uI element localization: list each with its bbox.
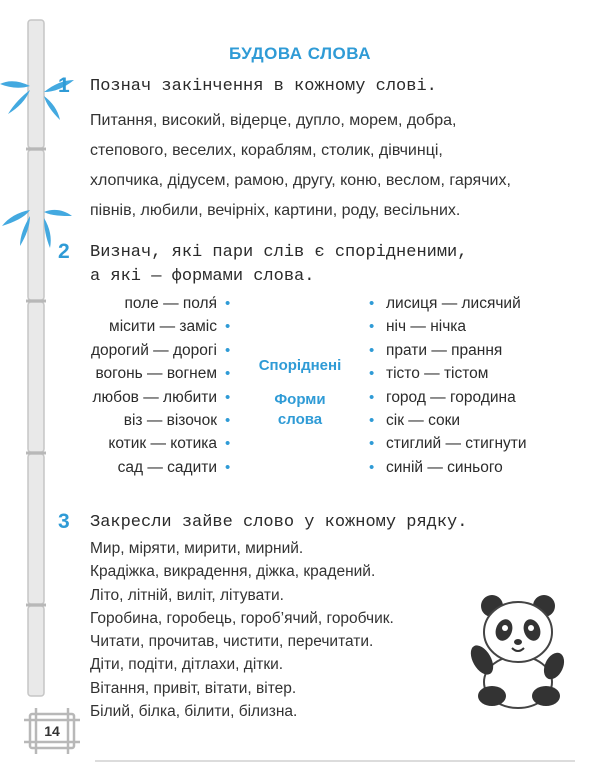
connector-dot[interactable]: • — [225, 458, 231, 476]
category-forms-line1: Форми — [274, 391, 326, 408]
connector-dot[interactable]: • — [369, 365, 375, 383]
word-row: Білий, білка, білити, білизна. — [90, 703, 298, 721]
word-row: Вітання, привіт, вітати, вітер. — [90, 679, 297, 697]
connector-dot[interactable]: • — [369, 435, 375, 453]
connector-dot[interactable]: • — [369, 341, 375, 359]
word-pair: тісто — тістом — [386, 365, 489, 383]
left-connector-dots — [225, 292, 230, 479]
word-row: Діти, подіти, дітлахи, дітки. — [90, 656, 284, 674]
connector-dot[interactable]: • — [369, 412, 375, 430]
word-pair: віз — візочок — [123, 412, 217, 430]
category-forms — [247, 390, 353, 430]
task2-instruction-line1: Визнач, які пари слів є спорідненими, — [90, 243, 468, 262]
page-number: 14 — [44, 723, 60, 739]
word-pair: дорогий — дорогі — [91, 341, 217, 359]
task2-right-column — [386, 292, 586, 479]
connector-dot[interactable]: • — [369, 388, 375, 406]
task1-line: степового, веселих, кораблям, столик, дівчинці, — [90, 142, 443, 159]
word-pair: сад — садити — [117, 458, 217, 476]
connector-dot[interactable]: • — [369, 318, 375, 336]
category-related: Споріднені — [258, 357, 342, 374]
task1-number: 1 — [58, 74, 70, 97]
task3-number: 3 — [58, 510, 70, 533]
task3-rows — [90, 537, 394, 723]
connector-dot[interactable]: • — [225, 412, 231, 430]
word-pair: стиглий — стигнути — [386, 435, 527, 453]
connector-dot[interactable]: • — [225, 318, 231, 336]
word-pair: місити — заміс — [109, 318, 217, 336]
word-pair: прати — прання — [386, 341, 503, 359]
word-row: Крадіжка, викрадення, діжка, крадений. — [90, 563, 376, 581]
panda-illustration — [462, 592, 574, 712]
task1-line: хлопчика, дідусем, рамою, другу, коню, веслом, гарячих, — [90, 172, 511, 189]
task1-line: Питання, високий, відерце, дупло, морем, добра, — [90, 112, 457, 129]
word-pair: синій — синього — [386, 458, 503, 476]
word-row: Мир, міряти, мирити, мирний. — [90, 540, 304, 557]
task1-word-list — [90, 106, 511, 226]
task3-instruction: Закресли зайве слово у кожному рядку. — [90, 513, 468, 532]
connector-dot[interactable]: • — [225, 388, 231, 406]
task2-number: 2 — [58, 240, 70, 263]
task1-line: півнів, любили, вечірніх, картини, роду, весільних. — [90, 202, 461, 219]
word-row: Читати, прочитав, чистити, перечитати. — [90, 633, 374, 651]
word-pair: лисиця — лисячий — [386, 295, 521, 312]
task1-instruction: Познач закінчення в кожному слові. — [90, 77, 437, 96]
word-pair: город — городина — [386, 388, 516, 406]
right-connector-dots — [369, 292, 374, 479]
bottom-divider — [95, 760, 575, 762]
connector-dot[interactable]: • — [225, 341, 231, 359]
word-pair: сік — соки — [386, 412, 461, 430]
word-pair: ніч — нічка — [386, 318, 467, 336]
word-pair: вогонь — вогнем — [95, 365, 217, 383]
connector-dot[interactable]: • — [225, 295, 231, 312]
connector-dot[interactable]: • — [369, 458, 375, 476]
word-row: Літо, літній, виліт, літувати. — [90, 586, 284, 604]
category-forms-line2: слова — [277, 411, 323, 428]
connector-dot[interactable]: • — [225, 365, 231, 383]
connector-dot[interactable]: • — [225, 435, 231, 453]
word-row: Горобина, горобець, гороб’ячий, горобчик. — [90, 609, 394, 627]
connector-dot[interactable]: • — [369, 295, 375, 312]
word-pair: котик — котика — [108, 435, 217, 453]
task2-instruction-line2: а які — формами слова. — [90, 267, 315, 286]
page-title: БУДОВА СЛОВА — [229, 44, 371, 63]
task2-left-column — [60, 292, 217, 479]
word-pair: поле — поля́ — [124, 295, 217, 312]
word-pair: любов — любити — [92, 388, 217, 406]
